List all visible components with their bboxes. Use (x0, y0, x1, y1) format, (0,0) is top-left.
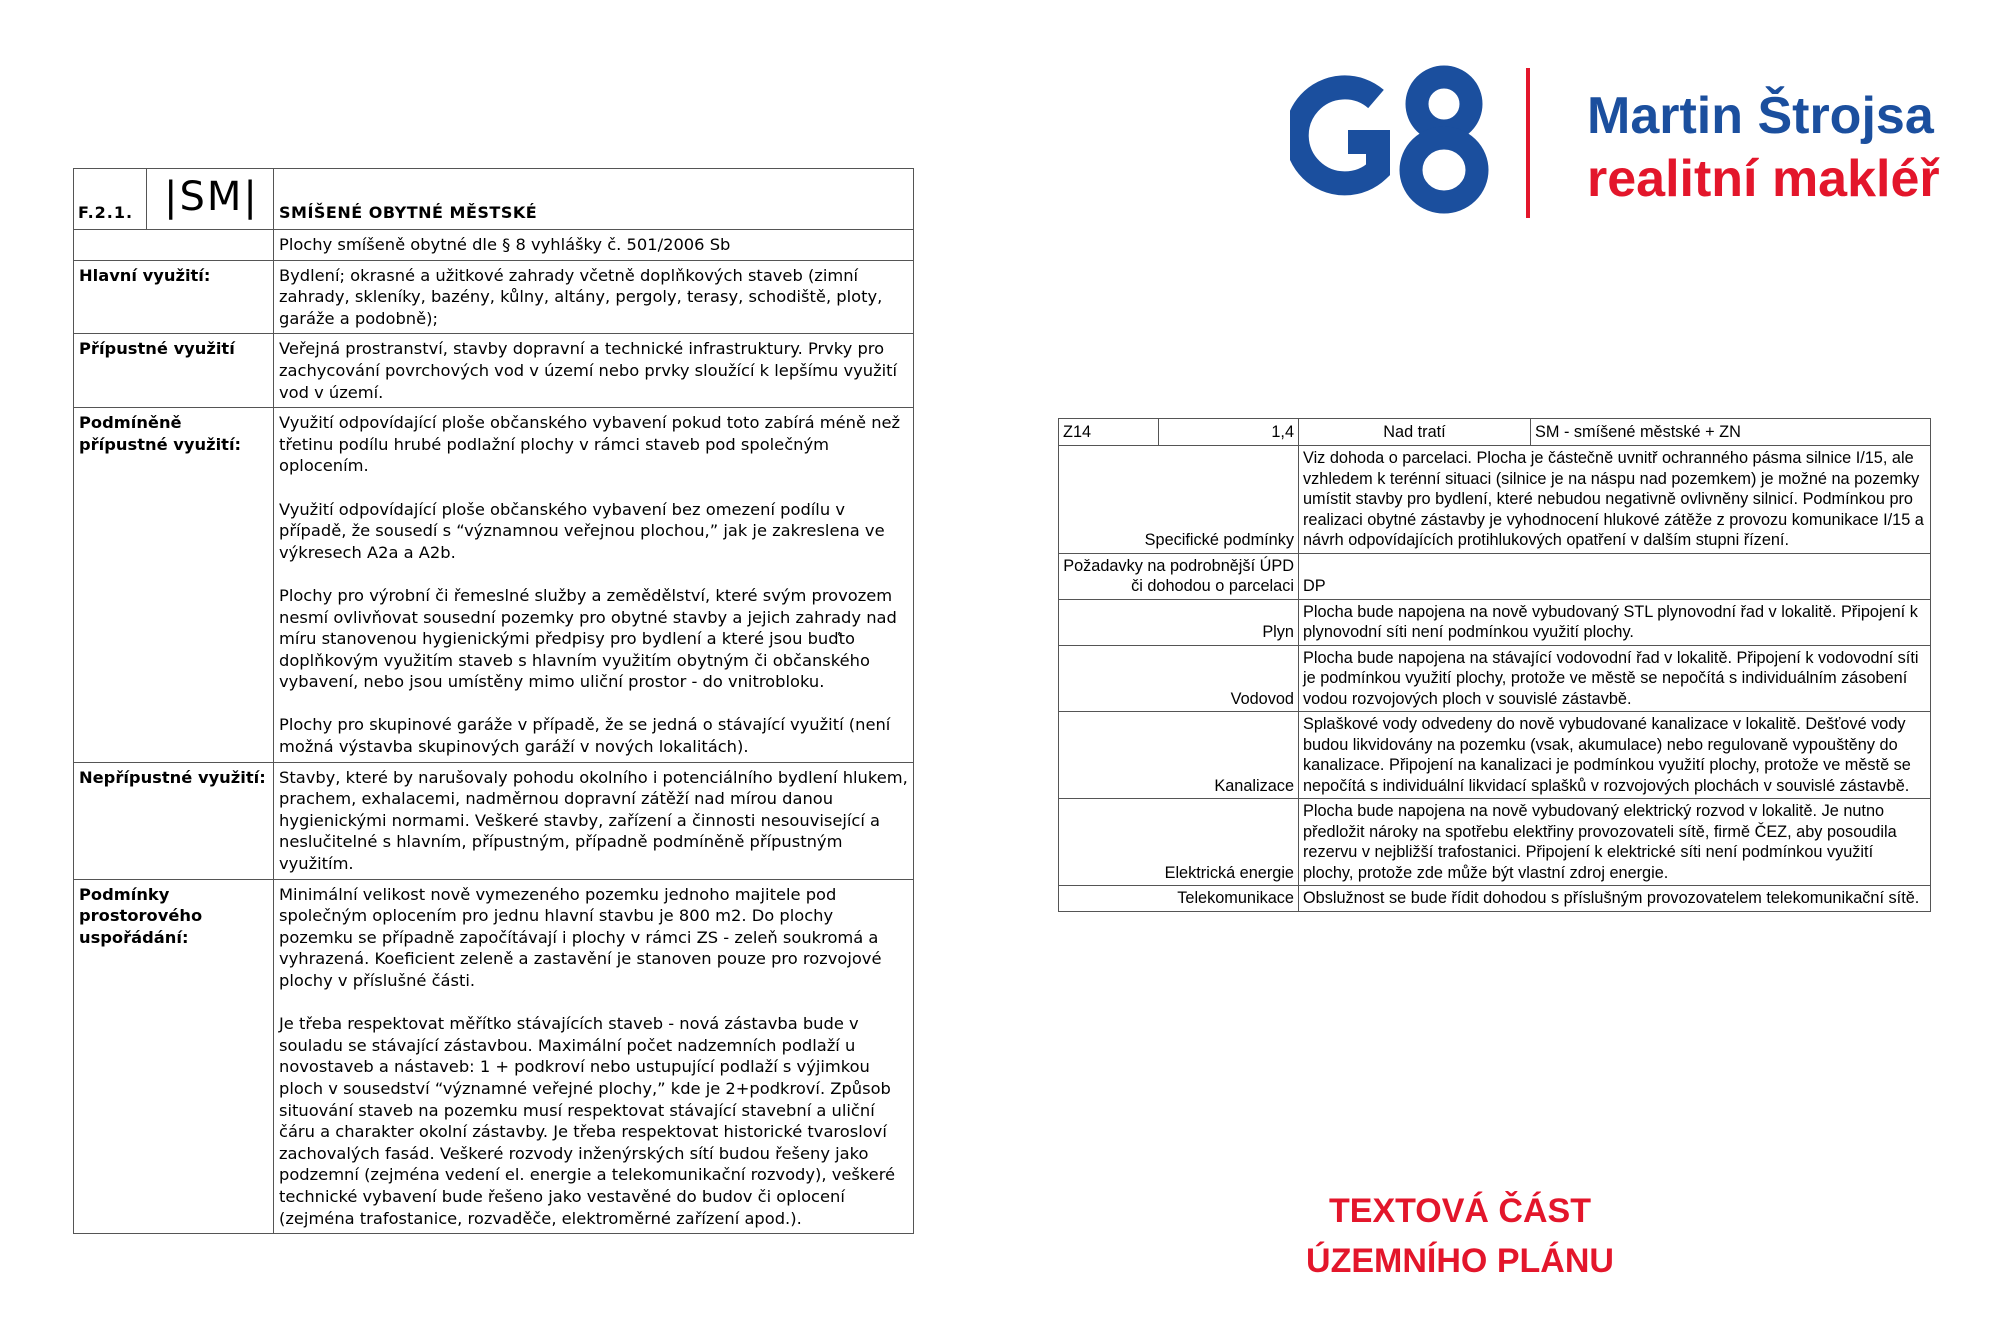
table-row (74, 408, 914, 763)
row-label: Kanalizace (1059, 712, 1299, 799)
row-label: Podmínky prostorového uspořádání: (74, 879, 274, 1234)
row-value: Plocha bude napojena na nově vybudovaný STL plynovodní řad v lokalitě. Připojení k plynovodní síti není podmínkou využití plochy. (1299, 599, 1931, 645)
row-label: Specifické podmínky (1059, 446, 1299, 554)
table-row (1059, 553, 1931, 599)
table-row (1059, 799, 1931, 886)
table-row (1059, 645, 1931, 712)
row-label: Podmíněně přípustné využití: (74, 408, 274, 763)
row-paragraph: Je třeba respektovat měřítko stávajících staveb - nová zástavba bude v souladu se stávající zástavbou. Maximální počet nadzemních podlaží u novostaveb a nástaveb: 1 + podkroví nebo ustupující podlaží s výjimkou ploch v sousedství “významné veřejné plochy,” kde je 2+podkroví. Způsob situování staveb na pozemku musí respektovat stávající stavební a uliční čáru a charakter okolní zástavby. Je třeba respektovat historické tvarosloví zachovalých fasád. Veškeré rozvody inženýrských sítí budou řešeny jako podzemní (zejména vedení el. energie a telekomunikační rozvody), veškeré technické vybavení bude řešeno jako vestavěné do budov či oplocení (zejména trafostanice, rozvaděče, elektroměrné zařízení apod.). (279, 1014, 896, 1228)
agent-name: Martin Štrojsa (1587, 87, 1934, 145)
brand-logo (1290, 64, 1970, 234)
row-paragraph: Bydlení; okrasné a užitkové zahrady včetně doplňkových staveb (zimní zahrady, skleníky, bazény, kůlny, altány, pergoly, terasy, schodiště, ploty, garáže a podobně); (279, 265, 883, 328)
table-row (74, 260, 914, 334)
row-content (274, 879, 914, 1234)
row-label: Přípustné využití (74, 334, 274, 408)
row-content (274, 408, 914, 763)
row-paragraph: Minimální velikost nově vymezeného pozemku jednoho majitele pod společným oplocením pro jednu hlavní stavbu je 800 m2. Do plochy pozemku se případně započítávají i plochy v rámci ZS - zeleň soukromá a vyhrazená. Koeficient zeleně a zastavění je stanoven pouze pro rozvojové plochy v příslušné části. (279, 884, 882, 990)
row-paragraph: Plochy pro výrobní či řemeslné služby a zemědělství, které svým provozem nesmí ovlivňovat sousední pozemky pro obytné stavby a jejich zahrady nad míru stanovenou hygienickými předpisy pro bydlení a které jsou buďto doplňkovým využitím staveb s hlavním využitím obytným či občanského vybavení, nebo jsou umístěny mimo uliční prostor - do vnitrobloku. (279, 585, 897, 692)
locality-header-row (1059, 419, 1931, 446)
table-header-row (74, 169, 914, 230)
logo-divider (1526, 68, 1530, 218)
g8-logo-icon (1290, 64, 1490, 214)
locality-table (1058, 418, 1931, 912)
row-value: Viz dohoda o parcelaci. Plocha je částečně uvnitř ochranného pásma silnice I/15, ale vzhledem k terénní situaci (silnice je na náspu nad pozemkem) je možné na pozemky umístit stavby pro bydlení, které nebudou negativně ovlivněny silnicí. Podmínkou pro realizaci obytné zástavby je vyhodnocení hlukové zátěže z provozu komunikace I/15 a návrh odpovídajících protihlukových opatření v dalším stupni řízení. (1299, 446, 1931, 554)
table-row (1059, 712, 1931, 799)
row-paragraph: Plochy pro skupinové garáže v případě, že se jedná o stávající využití (není možná výstavba skupinových garáží v nových lokalitách). (279, 715, 891, 757)
table-row (74, 762, 914, 879)
locality-type: SM - smíšené městské + ZN (1535, 423, 1741, 441)
row-label: Elektrická energie (1059, 799, 1299, 886)
locality-header (1059, 419, 1931, 446)
table-row (1059, 599, 1931, 645)
row-value: DP (1299, 553, 1931, 599)
locality-location: Nad tratí (1299, 419, 1531, 445)
row-paragraph: Využití odpovídající ploše občanského vybavení pokud toto zabírá méně než třetinu podílu hrubé podlažní plochy v rámci staveb pod společným oplocením. (279, 413, 901, 476)
agent-role: realitní makléř (1587, 150, 1940, 208)
empty-cell (74, 230, 274, 261)
row-content (274, 260, 914, 334)
document-title (1200, 1186, 1720, 1286)
regulation-table (73, 168, 914, 1234)
zone-mark: |SM| (164, 174, 259, 220)
locality-value: 1,4 (1159, 419, 1299, 445)
row-paragraph: Veřejná prostranství, stavby dopravní a technické infrastruktury. Prvky pro zachycování povrchových vod v území nebo prvky sloužící k lepšímu využití vod v území. (279, 339, 898, 402)
row-label: Nepřípustné využití: (74, 762, 274, 879)
locality-code: Z14 (1059, 419, 1159, 445)
row-label: Telekomunikace (1059, 886, 1299, 912)
table-row (74, 879, 914, 1234)
row-label: Vodovod (1059, 645, 1299, 712)
row-value: Splaškové vody odvedeny do nově vybudované kanalizace v lokalitě. Dešťové vody budou likvidovány na pozemku (vsak, akumulace) nebo regulovaně vypouštěny do kanalizace. Připojení na kanalizaci je podmínkou využití plochy, protože ve městě se nepočítá s individuální likvidací splašků v rozvojových plochách v souvislé zástavbě. (1299, 712, 1931, 799)
table-row (1059, 886, 1931, 912)
subtitle-row (74, 230, 914, 261)
table-row (74, 334, 914, 408)
header-code-cell (74, 169, 274, 230)
row-paragraph: Stavby, které by narušovaly pohodu okolního i potenciálního bydlení hlukem, prachem, exhalacemi, nadměrnou dopravní zátěží nad mírou danou hygienickými normami. Veškeré stavby, zařízení a činnosti nesouvisející a neslučitelné s hlavním, přípustným, případně podmíněně přípustným využitím. (279, 767, 908, 874)
row-content (274, 334, 914, 408)
row-label: Požadavky na podrobnější ÚPD či dohodou o parcelaci (1059, 553, 1299, 599)
row-paragraph: Využití odpovídající ploše občanského vybavení bez omezení podílu v případě, že sousedí s “významnou veřejnou plochou,” jak je zakreslena ve výkresech A2a a A2b. (279, 499, 885, 562)
section-subtitle: Plochy smíšeně obytné dle § 8 vyhlášky č. 501/2006 Sb (274, 230, 914, 261)
row-value: Obslužnost se bude řídit dohodou s příslušným provozovatelem telekomunikační sítě. (1299, 886, 1931, 912)
document-title-line-2: ÚZEMNÍHO PLÁNU (1306, 1242, 1614, 1280)
section-code: F.2.1. (78, 203, 134, 223)
table-row (1059, 446, 1931, 554)
row-content (274, 762, 914, 879)
row-label: Plyn (1059, 599, 1299, 645)
row-value: Plocha bude napojena na stávající vodovodní řad v lokalitě. Připojení k vodovodní síti je podmínkou využití plochy, protože ve městě se nepočítá s individuálním zásobení vodou rozvojových ploch v souvislé zástavbě. (1299, 645, 1931, 712)
section-title: SMÍŠENÉ OBYTNÉ MĚSTSKÉ (274, 169, 914, 230)
row-label: Hlavní využití: (74, 260, 274, 334)
header-divider (146, 169, 147, 229)
row-value: Plocha bude napojena na nově vybudovaný elektrický rozvod v lokalitě. Je nutno předložit nároky na spotřebu elektřiny provozovateli sítě, firmě ČEZ, aby posoudila rezervu v nejbližší trafostanici. Připojení k elektrické síti není podmínkou využití plochy, protože zde může být vlastní zdroj energie. (1299, 799, 1931, 886)
document-title-line-1: TEXTOVÁ ČÁST (1329, 1192, 1591, 1230)
